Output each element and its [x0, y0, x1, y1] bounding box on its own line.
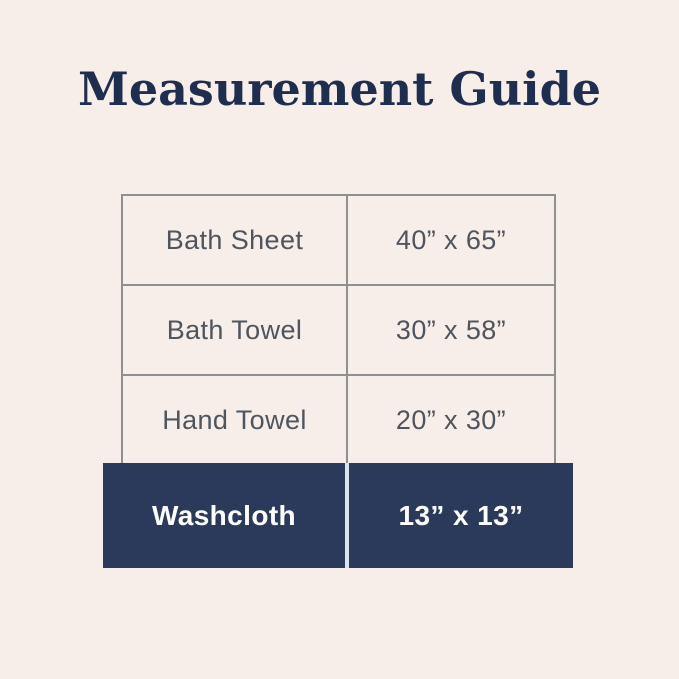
measurement-table [121, 194, 556, 464]
highlighted-row-washcloth [103, 463, 573, 568]
item-name-cell: Bath Sheet [123, 196, 348, 284]
page-title: Measurement Guide [77, 62, 602, 116]
table-row-hand-towel [123, 376, 554, 464]
table-row-bath-towel [123, 286, 554, 376]
item-name-cell: Bath Towel [123, 286, 348, 374]
highlighted-item-size-cell: 13” x 13” [398, 499, 524, 531]
table-row-bath-sheet [123, 196, 554, 286]
item-size-cell: 20” x 30” [395, 404, 507, 435]
item-size-cell: 30” x 58” [395, 314, 507, 345]
item-size-cell: 40” x 65” [395, 224, 507, 255]
item-name-cell: Hand Towel [123, 376, 348, 464]
highlighted-item-name-cell: Washcloth [151, 499, 297, 531]
